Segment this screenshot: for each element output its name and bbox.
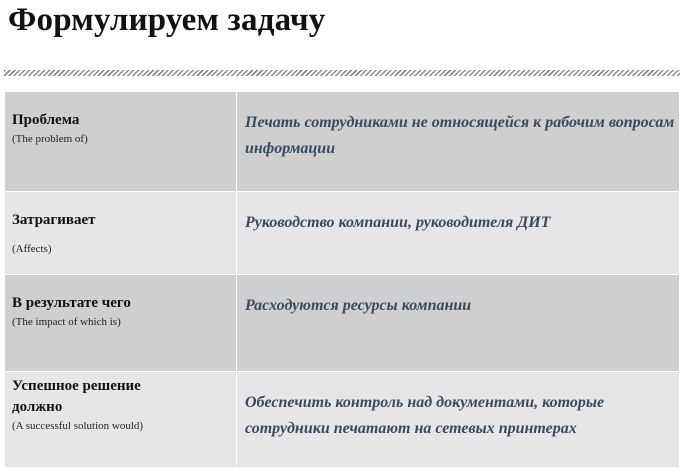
- row-value: Печать сотрудниками не относящейся к рабочим вопросам информации: [245, 114, 675, 157]
- row-label: Проблема: [12, 112, 80, 128]
- row-label-cell: [5, 92, 237, 192]
- row-sublabel: (The impact of which is): [12, 316, 121, 328]
- row-sublabel: (Affects): [12, 243, 52, 255]
- table-row-problem: [5, 92, 680, 192]
- row-value: Руководство компании, руководителя ДИТ: [245, 214, 551, 231]
- row-value-cell: [237, 372, 680, 468]
- row-sublabel: (A successful solution would): [12, 420, 144, 432]
- row-label-cell: [5, 275, 237, 372]
- slide-title: Формулируем задачу: [8, 2, 326, 38]
- row-value-cell: [237, 275, 680, 372]
- row-value: Расходуются ресурсы компании: [245, 297, 472, 314]
- row-label: Успешное решение должно: [12, 378, 141, 415]
- row-label: В результате чего: [12, 295, 131, 311]
- title-divider: [4, 70, 680, 76]
- row-label-cell: [5, 192, 237, 275]
- table-row-affects: [5, 192, 680, 275]
- row-label: Затрагивает: [12, 212, 96, 228]
- problem-statement-table: [4, 91, 680, 468]
- row-value-cell: [237, 92, 680, 192]
- table-row-solution: [5, 372, 680, 468]
- row-sublabel: (The problem of): [12, 133, 88, 145]
- row-value: Обеспечить контроль над документами, которые сотрудники печатают на сетевых принтерах: [245, 394, 605, 437]
- row-value-cell: [237, 192, 680, 275]
- row-label-cell: [5, 372, 237, 468]
- table-row-impact: [5, 275, 680, 372]
